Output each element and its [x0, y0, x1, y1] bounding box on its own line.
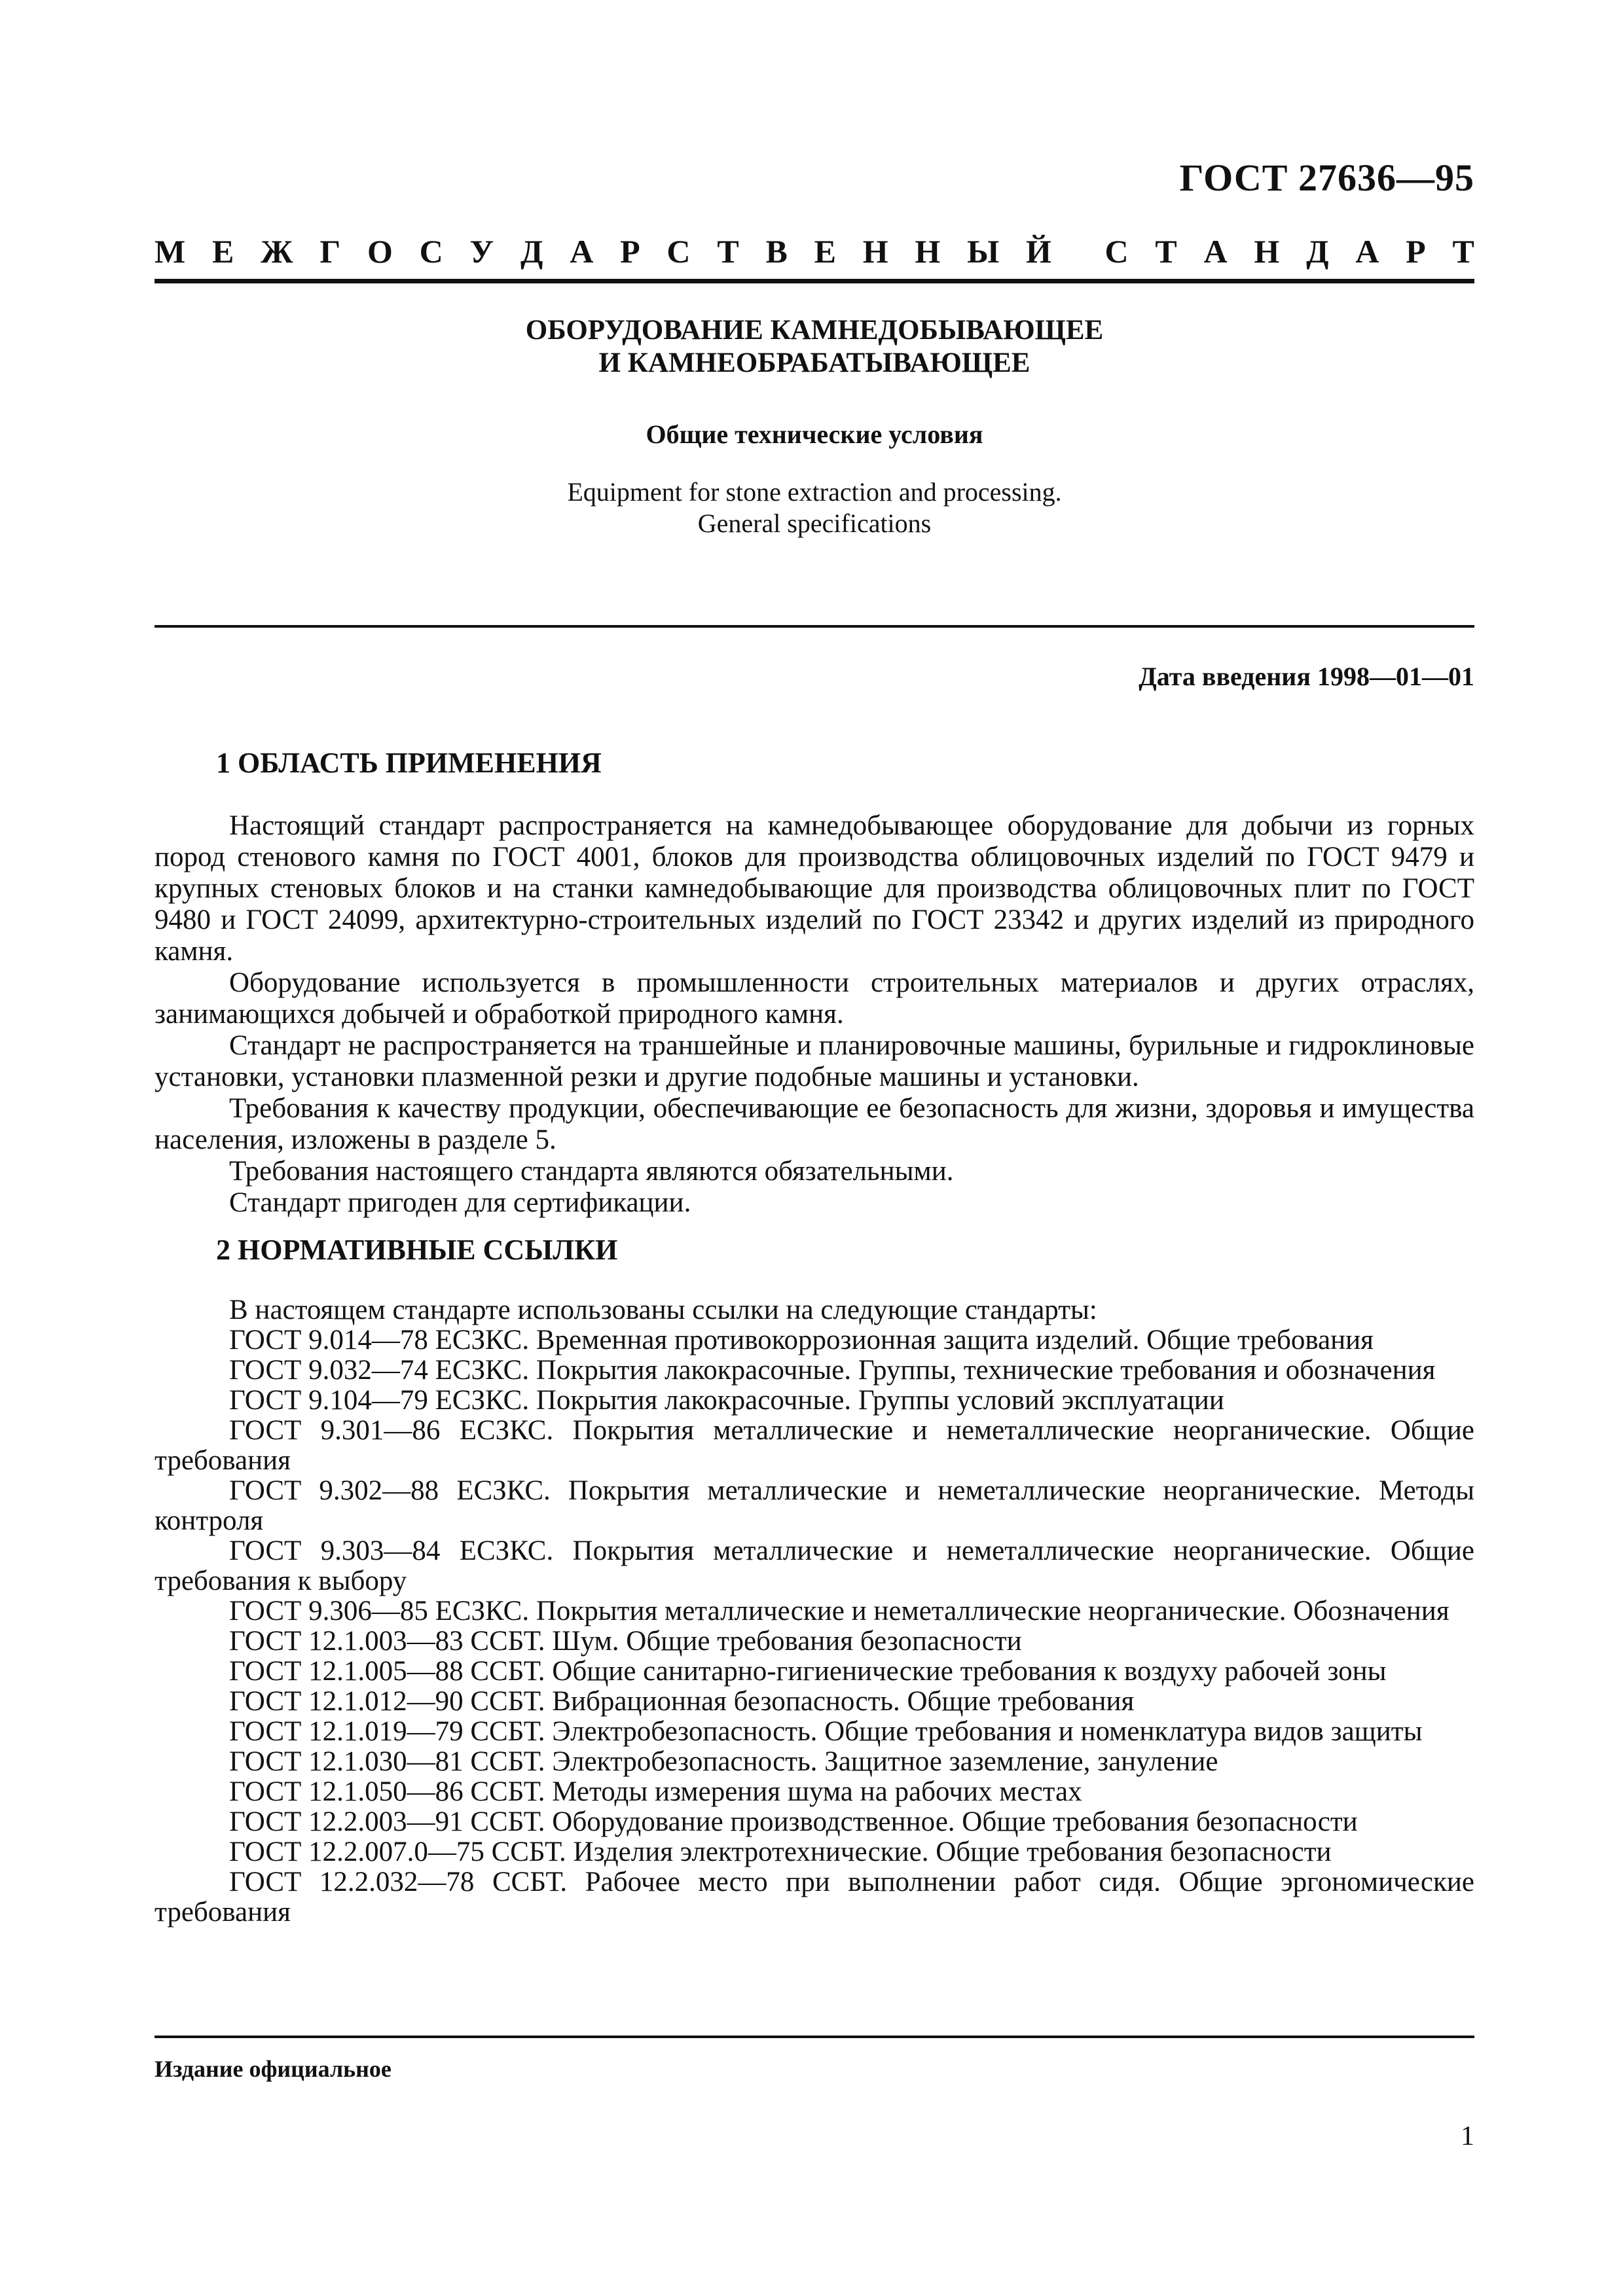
- document-number: ГОСТ 27636—95: [1179, 156, 1474, 199]
- document-title: [155, 314, 1474, 380]
- letter: Н: [862, 233, 888, 270]
- header-divider: [155, 279, 1474, 283]
- reference-item: ГОСТ 12.2.003—91 ССБТ. Оборудование производственное. Общие требования безопасности: [229, 1806, 1358, 1837]
- letter: У: [469, 233, 494, 270]
- reference-item: ГОСТ 9.032—74 ЕСЗКС. Покрытия лакокрасочные. Группы, технические требования и обозначения: [229, 1355, 1436, 1386]
- letter: Г: [319, 233, 341, 270]
- reference-item: ГОСТ 9.302—88 ЕСЗКС. Покрытия металлические и неметаллические неорганические. Методы контроля: [155, 1475, 1474, 1536]
- letter: Т: [1452, 233, 1474, 270]
- section-heading-references: 2 НОРМАТИВНЫЕ ССЫЛКИ: [216, 1234, 618, 1266]
- letter: С: [1104, 233, 1129, 270]
- letter: С: [666, 233, 691, 270]
- letter: С: [419, 233, 443, 270]
- letter: Т: [1155, 233, 1177, 270]
- letter: Р: [620, 233, 640, 270]
- paragraph: Стандарт пригоден для сертификации.: [229, 1187, 691, 1218]
- reference-item: ГОСТ 12.1.003—83 ССБТ. Шум. Общие требования безопасности: [229, 1626, 1022, 1657]
- reference-item: ГОСТ 12.1.019—79 ССБТ. Электробезопасность. Общие требования и номенклатура видов защиты: [229, 1716, 1423, 1747]
- letter: О: [367, 233, 393, 270]
- reference-item: ГОСТ 12.1.050—86 ССБТ. Методы измерения шума на рабочих местах: [229, 1776, 1082, 1807]
- letter: Н: [915, 233, 941, 270]
- paragraph: Настоящий стандарт распространяется на камнедобывающее оборудование для добычи из горных пород стенового камня по ГОСТ 4001, блоков для производства облицовочных изделий по ГОСТ 9479 и крупных стеновых блоков и на станки камнедобывающие для производства облицовочных плит по ГОСТ 9480 и ГОСТ 24099, архитектурно-строительных изделий по ГОСТ 23342 и других изделий из природного камня.: [155, 810, 1474, 967]
- reference-item: ГОСТ 9.301—86 ЕСЗКС. Покрытия металлические и неметаллические неорганические. Общие требования: [155, 1415, 1474, 1476]
- normative-references: [155, 1234, 1474, 1928]
- reference-item: ГОСТ 12.1.012—90 ССБТ. Вибрационная безопасность. Общие требования: [229, 1686, 1135, 1717]
- edition-label: Издание официальное: [155, 2056, 392, 2082]
- letter: Д: [1306, 233, 1329, 270]
- paragraph: Требования настоящего стандарта являются обязательными.: [229, 1156, 954, 1187]
- letter: М: [155, 233, 186, 270]
- letter: А: [570, 233, 594, 270]
- reference-item: ГОСТ 12.2.032—78 ССБТ. Рабочее место при выполнении работ сидя. Общие эргономические требования: [155, 1867, 1474, 1928]
- introduction-date: Дата введения 1998—01—01: [1139, 662, 1474, 691]
- english-title: [155, 476, 1474, 539]
- section-heading-scope: 1 ОБЛАСТЬ ПРИМЕНЕНИЯ: [216, 747, 602, 779]
- letter: Е: [814, 233, 836, 270]
- paragraph: Оборудование используется в промышленности строительных материалов и других отраслях, занимающихся добычей и обработкой природного камня.: [155, 967, 1474, 1030]
- letter: Е: [211, 233, 234, 270]
- title-line: ОБОРУДОВАНИЕ КАМНЕДОБЫВАЮЩЕЕ: [525, 315, 1104, 346]
- title-line: И КАМНЕОБРАБАТЫВАЮЩЕЕ: [598, 348, 1030, 378]
- reference-item: ГОСТ 12.1.030—81 ССБТ. Электробезопасность. Защитное заземление, зануление: [229, 1746, 1218, 1777]
- letter: Й: [1026, 233, 1051, 270]
- reference-item: ГОСТ 9.306—85 ЕСЗКС. Покрытия металлические и неметаллические неорганические. Обозначения: [229, 1596, 1450, 1626]
- letter: Н: [1254, 233, 1280, 270]
- reference-item: ГОСТ 9.104—79 ЕСЗКС. Покрытия лакокрасочные. Группы условий эксплуатации: [229, 1385, 1224, 1416]
- letter: Р: [1406, 233, 1426, 270]
- letter: Д: [520, 233, 543, 270]
- letter: Ж: [261, 233, 293, 270]
- reference-item: ГОСТ 9.303—84 ЕСЗКС. Покрытия металлические и неметаллические неорганические. Общие требования к выбору: [155, 1535, 1474, 1596]
- letter: Ы: [967, 233, 1000, 270]
- standard-type-heading: [155, 232, 1474, 270]
- paragraph: Стандарт не распространяется на траншейные и планировочные машины, бурильные и гидроклиновые установки, установки плазменной резки и другие подобные машины и установки.: [155, 1030, 1474, 1092]
- letter: В: [765, 233, 788, 270]
- paragraph: Требования к качеству продукции, обеспечивающие ее безопасность для жизни, здоровья и имущества населения, изложены в разделе 5.: [155, 1093, 1474, 1155]
- reference-item: ГОСТ 12.2.007.0—75 ССБТ. Изделия электротехнические. Общие требования безопасности: [229, 1837, 1332, 1867]
- footer-divider: [155, 2036, 1474, 2038]
- page-number: 1: [1461, 2121, 1474, 2151]
- letter: А: [1203, 233, 1228, 270]
- english-title-line: Equipment for stone extraction and processing.: [567, 477, 1062, 507]
- reference-item: ГОСТ 12.1.005—88 ССБТ. Общие санитарно-гигиенические требования к воздуху рабочей зоны: [229, 1656, 1387, 1687]
- letter: А: [1355, 233, 1379, 270]
- title-divider: [155, 625, 1474, 628]
- reference-item: ГОСТ 9.014—78 ЕСЗКС. Временная противокоррозионная защита изделий. Общие требования: [229, 1325, 1374, 1355]
- letter: Т: [717, 233, 739, 270]
- document-subtitle: Общие технические условия: [646, 420, 983, 449]
- english-title-line: General specifications: [697, 509, 932, 538]
- references-intro: В настоящем стандарте использованы ссылки на следующие стандарты:: [229, 1295, 1097, 1325]
